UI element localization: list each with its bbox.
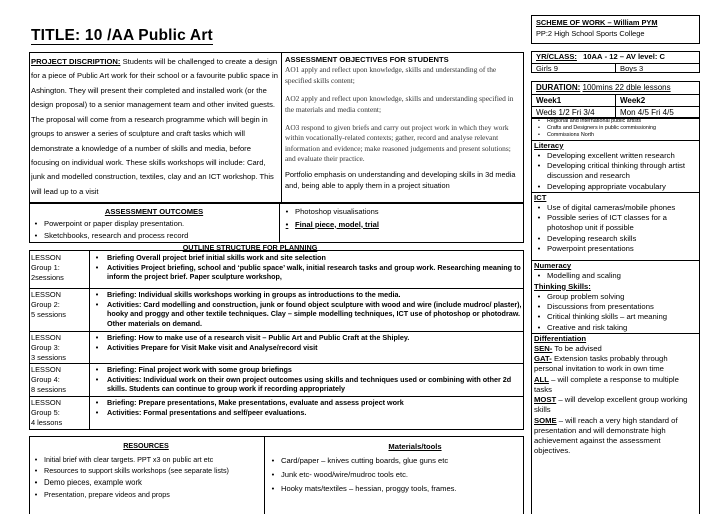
class-box: YR/CLASS: 10AA - 12 – AV level: C Girls 9 Boys 3: [531, 51, 700, 73]
objectives-heading: ASSESSMENT OBJECTIVES FOR STUDENTS: [285, 55, 449, 64]
literacy-heading: Literacy: [534, 140, 564, 150]
material-item: • Hooky mats/textiles – hessian, proggy tools, frames.: [271, 484, 457, 494]
outcomes-heading: ASSESSMENT OUTCOMES: [104, 207, 204, 216]
numeracy-heading: Numeracy: [534, 261, 572, 271]
outcome-item: • Powerpoint or paper display presentation.: [34, 218, 185, 228]
outcome-item: • Sketchbooks, research and process record: [34, 230, 189, 240]
school-name: PP:2 High School Sports College: [536, 28, 645, 38]
ict-heading: ICT: [534, 192, 547, 202]
resources-heading: RESOURCES: [123, 441, 169, 450]
duration-box: DURATION: 100mins 22 dble lessons Week1 Week2 Weds 1/2 Fri 3/4 Mon 4/5 Fri 4/5: [531, 81, 700, 118]
lesson-body: • Briefing: Final project work with some group briefings • Activities: Individual work on their own project outcomes using skills and techniques used or combining with other 2d skills. Students can continue to group work if recording appropriately: [95, 365, 512, 394]
ao3: AO3 respond to given briefs and carry out project work in which they work within vocationally-related contexts; gather, record and analyse relevant information and evidence; make reasoned judgements and present solutions; and evaluate their practice.: [285, 122, 511, 163]
outcome-item: • Final piece, model, trial: [285, 219, 379, 229]
resource-item: • Resources to support skills workshops (see separate lists): [34, 466, 229, 476]
material-item: • Card/paper – knives cutting boards, glue guns etc: [271, 456, 449, 466]
ao1: AO1 apply and reflect upon knowledge, skills and understanding of the specified skills content;: [285, 65, 497, 85]
scheme-box: [531, 15, 700, 44]
scheme-title: SCHEME OF WORK – William PYM: [536, 18, 658, 27]
thinking-heading: Thinking Skills:: [534, 281, 591, 291]
links-list: • Regional and international public artists • Crafts and Designers in public commissioning • Commissions North: [538, 118, 657, 139]
project-description: PROJECT DISCRIPTION: Students will be challenged to create a design for a piece of Public Art work for their school or a favourite public space in Ashington. They will present their completed and installed work (or the design proposal) to a senior management team and other invited guests. The proposal will come from a research programme which will begin in groups to answer a series of sculpture and craft tasks which will demonstrate a knowledge of a number of skills and media, before focusing on individual work. These skills workshops will include: Card, junk and modelled construction, textiles, clay and an ICT workshop. This will lead up to a visit: [31, 57, 278, 196]
boys-count: Boys 3: [620, 63, 644, 73]
lesson-body: • Briefing: Prepare presentations, Make presentations, evaluate and assess project work • Activities: Formal presentations and self/peer evaluations.: [95, 398, 404, 417]
material-item: • Junk etc- wood/wire/mudroc tools etc.: [271, 470, 409, 480]
resource-item: • Demo pieces, example work: [34, 477, 142, 487]
girls-count: Girls 9: [532, 64, 616, 73]
ao2: AO2 apply and reflect upon knowledge, skills and understanding specified in the materials and media content;: [285, 94, 514, 114]
materials-heading: Materials/tools: [388, 442, 442, 451]
materials: [268, 440, 522, 496]
lesson-label: LESSON Group 5: 4 lessons: [31, 398, 63, 427]
lesson-body: • Briefing Overall project brief initial skills work and site selection • Activities Project briefing, school and ‘public space’ walk, initial research tasks and group work. Researching meaning to inform the project brief. Paper sculpture workshop,: [95, 253, 521, 282]
page-title: TITLE: 10 /AA Public Art: [31, 26, 213, 45]
lesson-body: • Briefing: How to make use of a research visit – Public Art and Public Craft at the Shipley. • Activities Prepare for Visit Make visit and Analyse/record visit: [95, 333, 410, 352]
outcome-item: • Photoshop visualisations: [285, 207, 379, 216]
resource-item: • Initial brief with clear targets. PPT x3 on public art etc: [34, 454, 214, 464]
lesson-body: • Briefing: Individual skills workshops working in groups as introductions to the media. • Activities: Card modelling and construction, junk or found object sculpture with wood and wire (include mudroc/ plaster), hooky and proggy and other textile techniques. Clay – simple modelling techniques, ICT use of photoshop or photodraw. Other materials on demand.: [95, 290, 522, 329]
resources: [31, 440, 261, 501]
lesson-label: LESSON Group 3: 3 sessions: [31, 333, 66, 362]
outcomes-right: [282, 206, 520, 231]
resource-item: • Presentation, prepare videos and props: [34, 490, 170, 500]
cross-curricular: • Regional and international public artists • Crafts and Designers in public commissioning • Commissions North Literacy • Developing excellent written research • Developing critical thinking through artist discussion and research • Developing appropriate vocabulary ICT • Use of digital cameras/mobile phones • Possible series of ICT classes for a photoshop unit if possible • Developing research skills • Powerpoint presentations Numeracy • Modelling and scaling Thinking Skills: • Group problem solving • Discussions from presentations • Critical thinking skills – art meaning • Creative and risk taking Differentiation SEN- To be advised GAT- Extension tasks probably through personal invitation to work in own time ALL – will complete a response to multiple tasks MOST – will develop excellent group working skills SOME – will reach a very high standard of presentation and will demonstrate high achievement against the assessment objectives.: [531, 118, 700, 514]
assessment-objectives: [285, 55, 521, 202]
planning-heading: OUTLINE STRUCTURE FOR PLANNING: [150, 243, 350, 252]
outcomes-left: [31, 206, 277, 241]
differentiation-heading: Differentiation: [534, 333, 587, 343]
objectives-extra: Portfolio emphasis on understanding and developing skills in 3d media and, being able to apply them in a project situation: [285, 170, 516, 191]
lesson-label: LESSON Group 2: 5 sessions: [31, 290, 66, 319]
lesson-label: LESSON Group 4: 8 sessions: [31, 365, 66, 394]
lesson-label: LESSON Group 1: 2sessions: [31, 253, 64, 282]
